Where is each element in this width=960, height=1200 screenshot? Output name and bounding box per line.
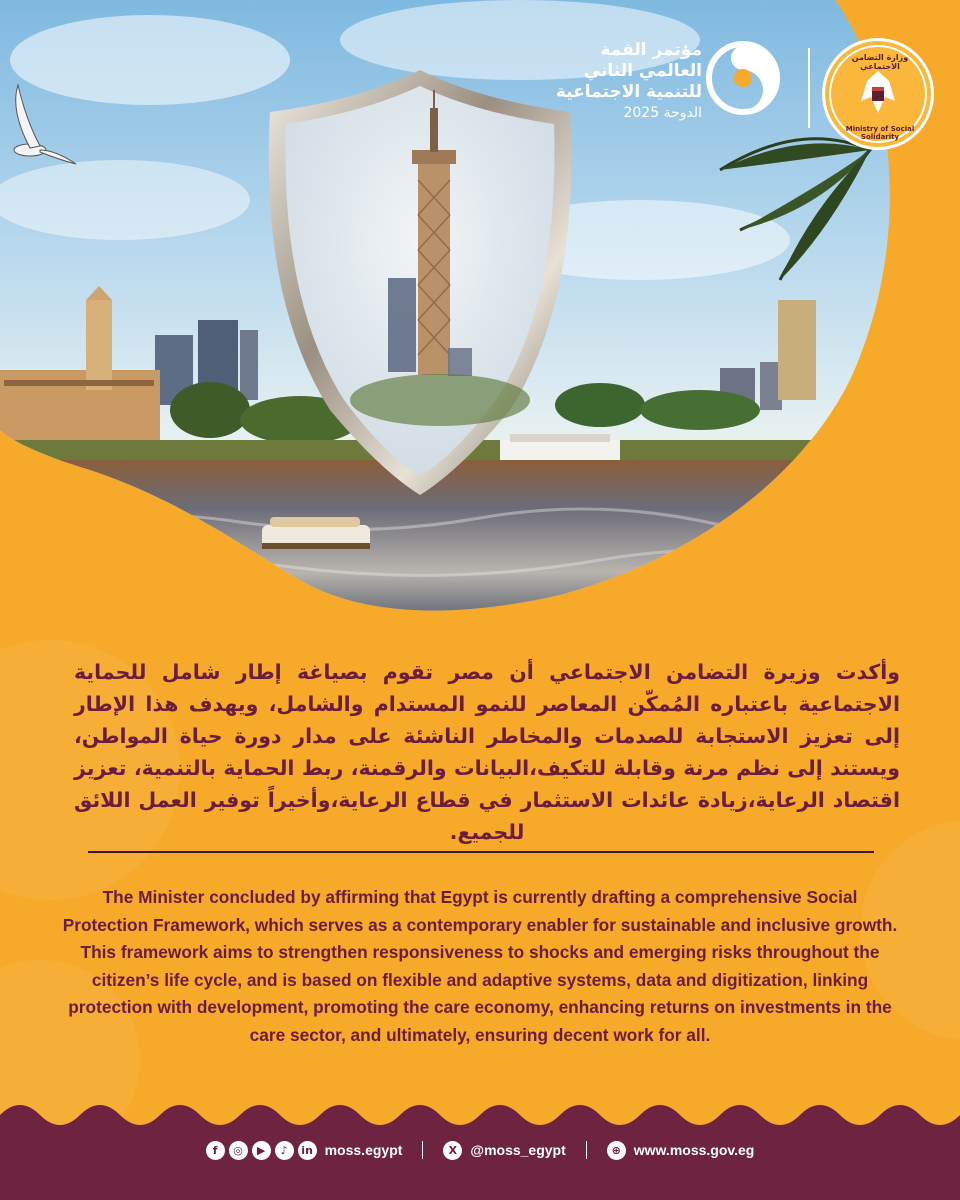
conference-title-line3: للتنمية الاجتماعية bbox=[555, 82, 702, 102]
conference-title-line1: مؤتمر القمة bbox=[600, 40, 702, 60]
arabic-paragraph: وأكدت وزيرة التضامن الاجتماعي أن مصر تقوم بصياغة إطار شامل للحماية الاجتماعية باعتباره المُمكّن المعاصر للنمو المستدام والشامل، ويهدف هذا الإطار إلى تعزيز الاستجابة للصدمات والمخاطر الناشئة على مدار دورة حياة المواطن، ويستند إلى نظم مرنة وقابلة للتكيف،البيانات والرقمنة، ربط الحماية بالتنمية، تعزيز اقتصاد الرعاية،زيادة عائدات الاستثمار في قطاع الرعاية،وأخيراً توفير العمل اللائق للجميع. bbox=[74, 660, 900, 844]
tour-boat bbox=[262, 517, 370, 549]
website-url[interactable]: www.moss.gov.eg bbox=[633, 1142, 755, 1158]
youtube-icon[interactable]: ▶ bbox=[252, 1141, 271, 1160]
footer-bar bbox=[0, 1130, 960, 1170]
conference-city: الدوحة 2025 bbox=[623, 105, 702, 121]
tiktok-icon[interactable]: ♪ bbox=[275, 1141, 294, 1160]
linkedin-icon[interactable]: in bbox=[298, 1141, 317, 1160]
ministry-name-ar: وزارة التضامن الاجتماعي bbox=[851, 53, 909, 71]
social-handle[interactable]: moss.egypt bbox=[324, 1142, 403, 1158]
conference-logo-icon bbox=[705, 40, 781, 116]
x-handle[interactable]: @moss_egypt bbox=[470, 1142, 566, 1158]
x-link bbox=[443, 1141, 565, 1160]
logo-divider bbox=[808, 48, 810, 128]
x-icon[interactable]: X bbox=[443, 1141, 462, 1160]
conference-title bbox=[502, 40, 702, 124]
conference-title-line2: العالمي الثاني bbox=[583, 61, 702, 81]
website-link bbox=[607, 1141, 755, 1160]
facebook-icon[interactable]: f bbox=[206, 1141, 225, 1160]
footer-separator bbox=[422, 1141, 423, 1159]
english-paragraph: The Minister concluded by affirming that Egypt is currently drafting a comprehensive Social Protection Framework, which serves as a contemporary enabler for sustainable and inclusive growth. This framework aims to strengthen responsiveness to shocks and emerging risks throughout the citizen’s life cycle, and is based on flexible and adaptive systems, data and digitization, linking protection with development, promoting the care economy, enhancing returns on investments in the care sector, and ultimately, ensuring decent work for all. bbox=[62, 887, 898, 1045]
social-links bbox=[206, 1141, 403, 1160]
ministry-seal bbox=[822, 38, 934, 150]
divider-line bbox=[88, 851, 874, 853]
eagle-emblem-icon bbox=[861, 71, 895, 113]
globe-icon[interactable]: ⊕ bbox=[607, 1141, 626, 1160]
footer-separator bbox=[586, 1141, 587, 1159]
ministry-name-en: Ministry of Social Solidarity bbox=[845, 125, 915, 141]
instagram-icon[interactable]: ◎ bbox=[229, 1141, 248, 1160]
